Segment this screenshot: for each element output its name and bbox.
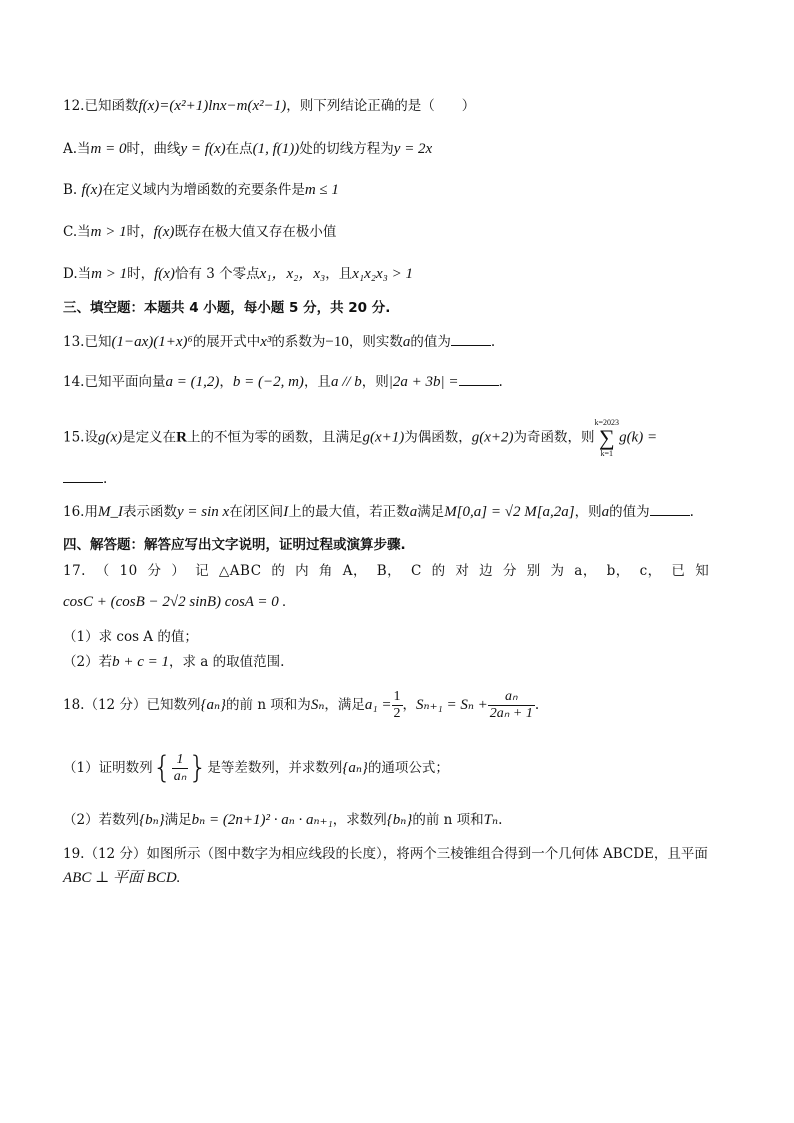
q13-t1: 的展开式中: [192, 334, 261, 350]
q14-pre: 14.已知平面向量: [63, 374, 166, 390]
q15-c5: g(k) =: [619, 429, 658, 446]
q13: [63, 331, 495, 352]
q16-t5: ，则: [574, 504, 602, 520]
q12-d-t2: 恰有 3 个零点: [174, 266, 260, 282]
q15-sum-sym: ∑: [598, 425, 615, 450]
q14-c4: |2a + 3b| =: [388, 374, 459, 390]
q12-c-c2: f(x): [153, 224, 175, 240]
q12-option-d: [63, 264, 413, 284]
q14-end: .: [498, 374, 503, 390]
q12-d-c2: f(x): [154, 266, 175, 282]
q17-p2-post: ，求 a 的取值范围.: [169, 654, 285, 670]
q12-d-pre: D.当: [63, 266, 92, 282]
q18-frac2: [488, 689, 535, 722]
q15-c1: g(x): [97, 429, 123, 446]
q13-c4: a: [402, 334, 411, 350]
q18-p2-t1: 满足: [164, 812, 192, 828]
q14-c2: b = (−2, m): [232, 374, 304, 390]
q15-end: .: [103, 471, 108, 487]
q12-d-t1: 时，: [127, 266, 155, 282]
q16: [63, 501, 694, 522]
q16-t6: 的值为: [609, 504, 650, 520]
q15: [63, 418, 657, 458]
q15-t2: 上的不恒为零的函数，且满足: [186, 429, 363, 446]
q12-b-c2: m ≤ 1: [304, 182, 339, 198]
q18-t3: ，: [402, 697, 416, 713]
q13-c2: x³: [260, 334, 272, 350]
q18-p1-pre: （1）证明数列: [63, 760, 153, 776]
q12-a-c1: m = 0: [90, 141, 127, 157]
q12-a-t3: 处的切线方程为: [299, 141, 394, 157]
q15-answer-blank[interactable]: [63, 468, 103, 483]
q15-sum-top: k=2023: [594, 418, 620, 427]
q18-frac1: [392, 689, 403, 722]
q18-p2-c4: Tₙ: [483, 812, 499, 828]
q13-end: .: [490, 334, 496, 350]
q12-c-c1: m > 1: [90, 224, 127, 240]
q18-p1-frac: [172, 752, 189, 785]
q16-c6: a: [601, 504, 610, 520]
q14-c1: a = (1,2): [165, 374, 220, 390]
q12-a-pre: A.当: [63, 141, 91, 157]
q16-c4: a: [409, 504, 418, 520]
q12-formula: f(x)=(x²+1)lnx−m(x²−1): [138, 98, 287, 114]
q18-p1-frac-num: 1: [172, 752, 189, 769]
q13-pre: 13.已知: [63, 334, 112, 350]
q18-pre: 18.（12 分）已知数列: [63, 697, 201, 713]
q12-option-a: [63, 139, 432, 159]
q18-t2: ，满足: [324, 697, 365, 713]
q18-p1-frac-den: aₙ: [173, 769, 187, 784]
q14-answer-blank[interactable]: [459, 371, 499, 386]
q18-p2-end: .: [498, 812, 503, 828]
q12-c-t2: 既存在极大值又存在极小值: [174, 224, 337, 240]
q13-c3: −10: [325, 334, 349, 350]
q18-c3: a₁ =: [364, 697, 392, 713]
q15-sum-symbol: [595, 418, 620, 458]
q13-t2: 的系数为: [271, 334, 326, 350]
q18-p2-t3: 的前 n 项和: [412, 812, 484, 828]
q14: [63, 371, 503, 392]
q18-p2-t2: ，求数列: [332, 812, 387, 828]
q19-line2: ABC ⊥ 平面 BCD.: [63, 870, 181, 886]
q18-part1: [63, 748, 449, 789]
q12-b-c1: f(x): [81, 182, 103, 198]
q18-right-brace: }: [188, 750, 208, 786]
q12-c-pre: C.当: [63, 224, 91, 240]
q18-c1: {aₙ}: [200, 697, 227, 713]
q18-frac2-den: 2aₙ + 1: [489, 706, 533, 721]
q17-part2: [63, 652, 284, 672]
q15-c3: g(x+1): [362, 429, 405, 446]
q12-d-c4: x₁x₂x₃ > 1: [352, 266, 413, 282]
q18-frac2-num: aₙ: [488, 689, 535, 706]
q15-c4: g(x+2): [471, 429, 514, 446]
q17-p2-cond: b + c = 1: [112, 654, 169, 670]
q12-a-c4: y = 2x: [393, 141, 433, 157]
q16-c1: M_I: [97, 504, 123, 520]
q12-c-t1: 时，: [126, 224, 154, 240]
q12-option-c: [63, 222, 336, 242]
q15-c2: R: [176, 429, 187, 446]
q18-frac1-den: 2: [393, 706, 401, 721]
q13-c1: (1−ax)(1+x)⁶: [111, 334, 193, 350]
q13-t3: ，则实数: [348, 334, 403, 350]
q18-c2: Sₙ: [310, 697, 325, 713]
q15-blank-line: [63, 468, 107, 489]
q12-a-c2: y = f(x): [180, 141, 226, 157]
q12-a-t1: 时，曲线: [126, 141, 181, 157]
q18-p2-c1: {bₙ}: [139, 812, 165, 828]
q18-p2-pre: （2）若数列: [63, 812, 140, 828]
q16-c3: I: [283, 504, 289, 520]
q12-b-t1: 在定义域内为增函数的充要条件是: [102, 182, 305, 198]
q18-part2: [63, 810, 502, 830]
q16-pre: 16.用: [63, 504, 98, 520]
q14-c3: a // b: [330, 374, 362, 390]
q17-line1: 17. （ 10 分 ） 记 △ABC 的 内 角 A， B， C 的 对 边 分 别 为 a， b， c， 已 知: [63, 563, 710, 579]
q15-t3: 为偶函数，: [404, 429, 472, 446]
q18-t1: 的前 n 项和为: [226, 697, 311, 713]
q14-t1: ，: [219, 374, 233, 390]
q16-c2: y = sin x: [176, 504, 230, 520]
q16-t2: 在闭区间: [229, 504, 284, 520]
q12-tail: ，则下列结论正确的是（ ）: [286, 98, 476, 114]
q12-d-c3: x₁，x₂，x₃: [259, 266, 326, 282]
q12-stem: [63, 96, 475, 116]
q16-t3: 上的最大值，若正数: [288, 504, 410, 520]
q17-part1: （1）求 cos A 的值；: [63, 629, 198, 645]
q12-d-t3: ，且: [325, 266, 353, 282]
section-4-heading: 四、解答题：解答应写出文字说明，证明过程或演算步骤.: [63, 537, 406, 553]
q15-pre: 15.设: [63, 429, 98, 446]
q16-end: .: [689, 504, 694, 520]
q12-a-t2: 在点: [225, 141, 253, 157]
q18-p2-c3: {bₙ}: [386, 812, 413, 828]
q13-answer-blank[interactable]: [451, 331, 491, 346]
q12-head: 12.已知函数: [63, 98, 139, 114]
q18-p2-c2: bₙ = (2n+1)² · aₙ · aₙ₊₁: [191, 812, 333, 828]
section-3-heading: 三、填空题：本题共 4 小题，每小题 5 分，共 20 分.: [63, 300, 391, 316]
q18-end: .: [534, 697, 540, 713]
q17-line2: cosC + (cosB − 2√2 sinB) cosA = 0 .: [63, 594, 287, 610]
q18-frac1-num: 1: [393, 689, 401, 704]
q12-a-c3: (1, f(1)): [252, 141, 300, 157]
q18-left-brace: {: [152, 750, 172, 786]
q16-t1: 表示函数: [122, 504, 177, 520]
q13-t4: 的值为: [410, 334, 451, 350]
q19-line1: 19.（12 分）如图所示（图中数字为相应线段的长度），将两个三棱锥组合得到一个几何体 ABCDE，且平面: [63, 846, 708, 862]
q16-t4: 满足: [417, 504, 445, 520]
q15-t1: 是定义在: [122, 429, 177, 446]
q14-t3: ，则: [361, 374, 389, 390]
q15-t4: 为奇函数，则: [513, 429, 595, 446]
q16-answer-blank[interactable]: [650, 501, 690, 516]
q14-t2: ，且: [303, 374, 331, 390]
q12-option-b: [63, 180, 339, 200]
q12-b-pre: B.: [63, 182, 82, 198]
q18-p1-post: 的通项公式；: [367, 760, 449, 776]
q12-d-c1: m > 1: [91, 266, 128, 282]
q18-c4: Sₙ₊₁ = Sₙ +: [416, 697, 488, 713]
q17-p2-pre: （2）若: [63, 654, 113, 670]
q18-p1-c: {aₙ}: [342, 760, 368, 776]
q16-c5: M[0,a] = √2 M[a,2a]: [444, 504, 575, 520]
q15-sum-bot: k=1: [600, 449, 614, 458]
q18-stem: [63, 687, 539, 723]
q18-p1-mid: 是等差数列，并求数列: [207, 760, 343, 776]
